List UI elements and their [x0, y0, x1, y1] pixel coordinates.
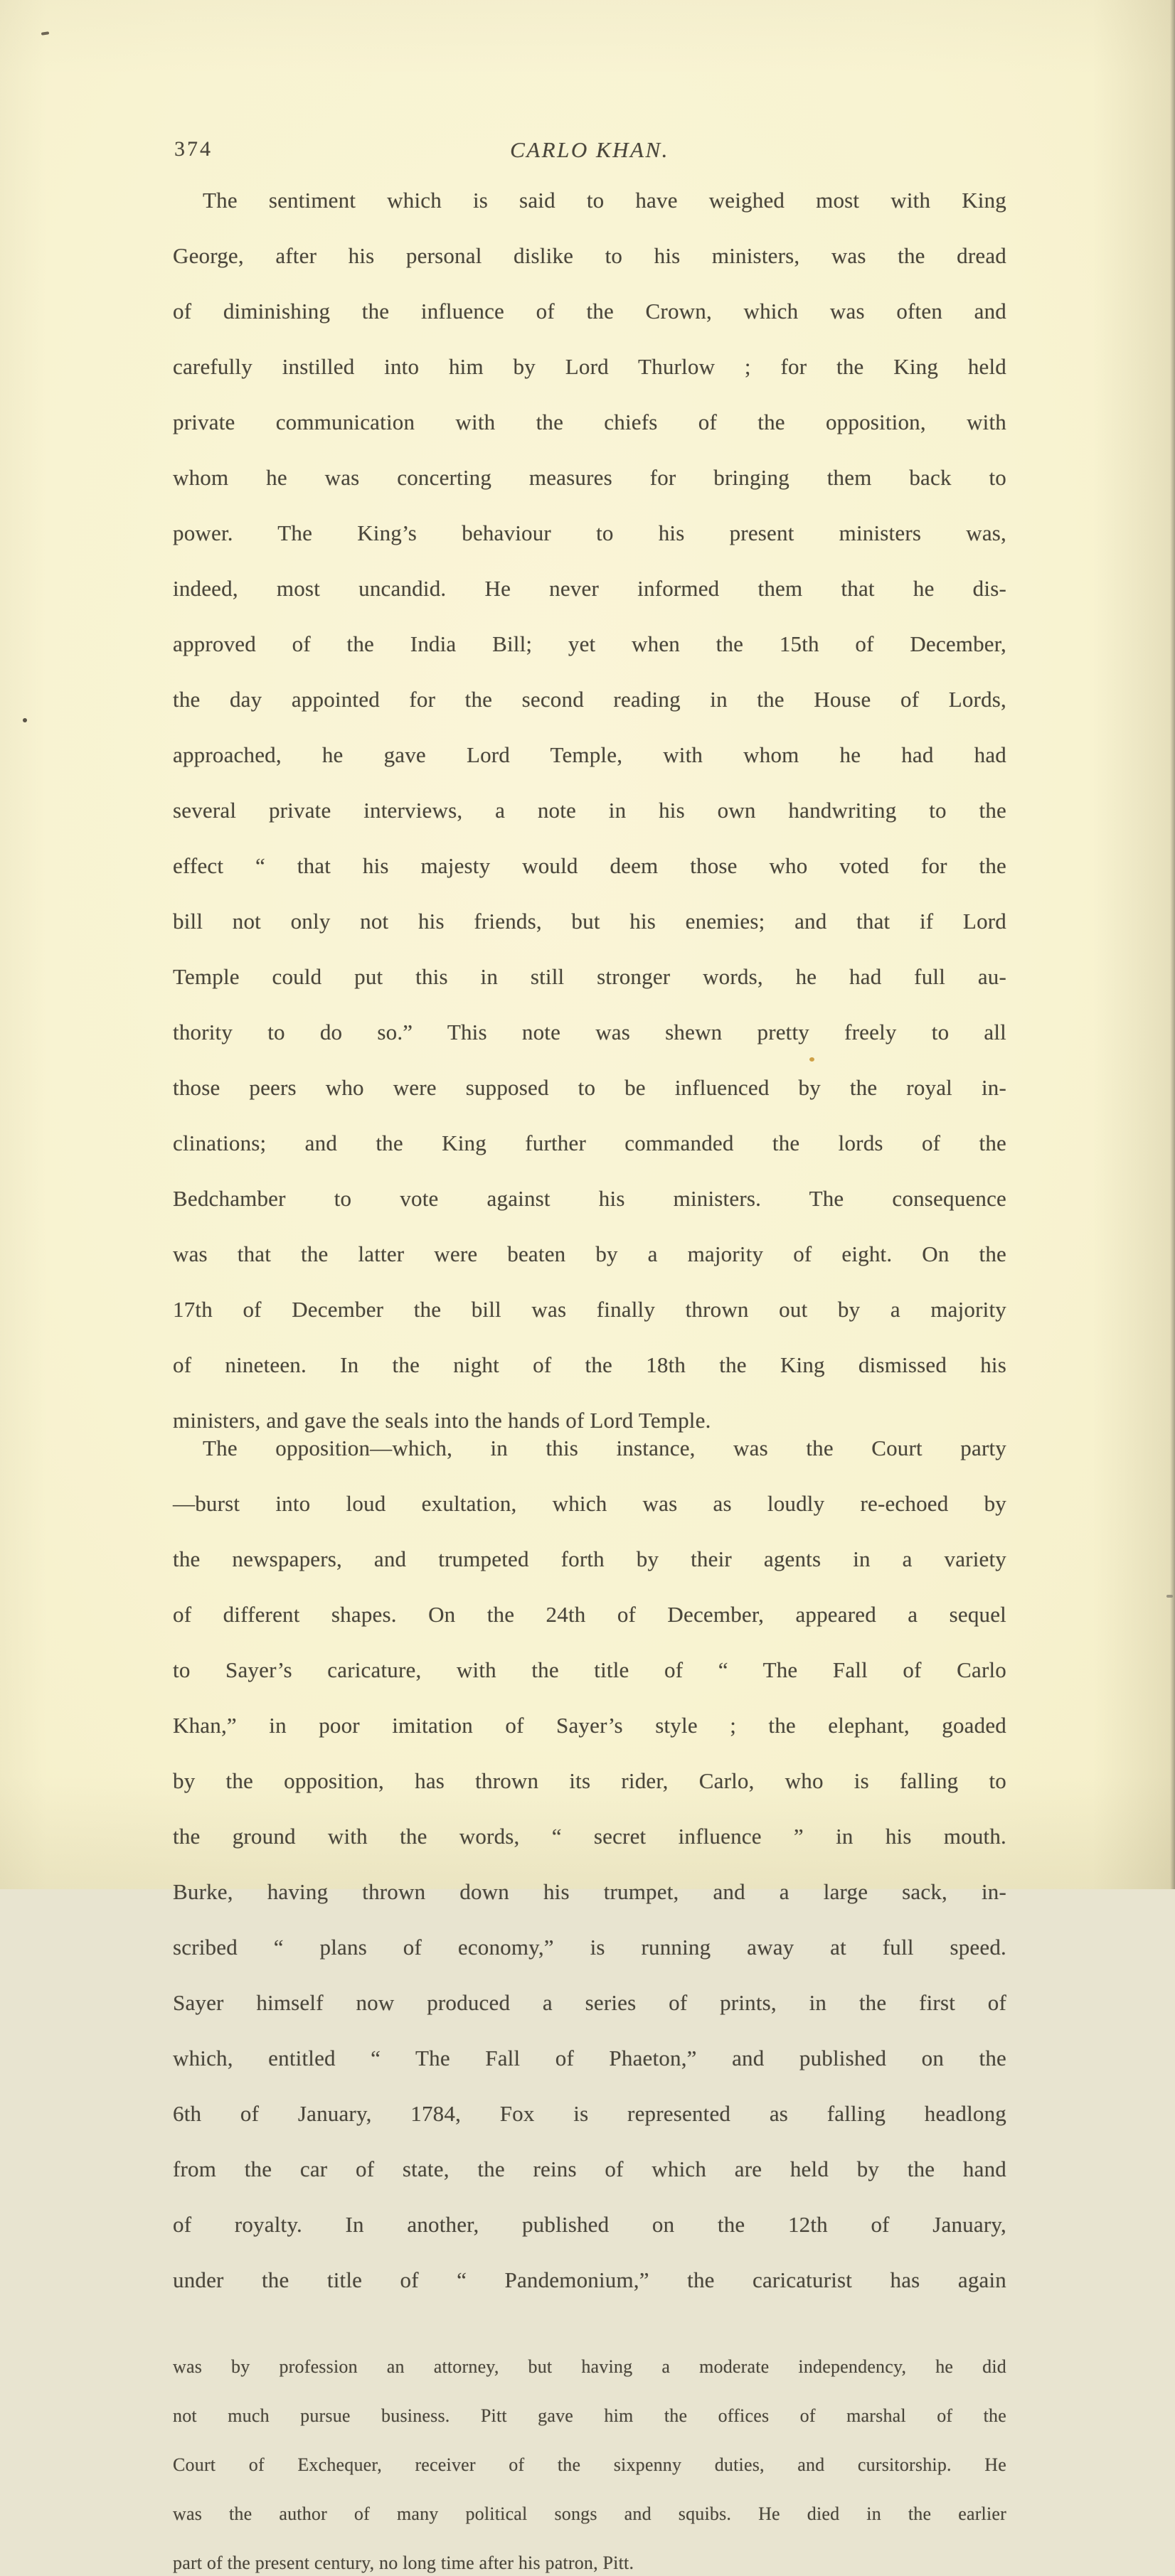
text-line: Temple could put this in still stronger words, he had full au-	[173, 964, 1006, 989]
text-line: not much pursue business. Pitt gave him the offices of marshal of the	[173, 2405, 1006, 2426]
text-line: approached, he gave Lord Temple, with whom he had had	[173, 742, 1006, 767]
paper-speck	[1166, 1595, 1173, 1598]
text-line: was the author of many political songs and squibs. He died in the earlier	[173, 2503, 1006, 2524]
text-line: clinations; and the King further commanded the lords of the	[173, 1131, 1006, 1155]
text-line: several private interviews, a note in his own handwriting to the	[173, 798, 1006, 823]
page-content	[173, 137, 1006, 2576]
text-line: power. The King’s behaviour to his present ministers was,	[173, 520, 1006, 545]
text-line: Court of Exchequer, receiver of the sixpenny duties, and cursitorship. He	[173, 2454, 1006, 2475]
text-line: The sentiment which is said to have weighed most with King	[203, 188, 1006, 213]
text-line: the ground with the words, “ secret influence ” in his mouth.	[173, 1824, 1006, 1849]
text-line: of royalty. In another, published on the 12th of January,	[173, 2212, 1006, 2237]
text-line: thority to do so.” This note was shewn pretty freely to all	[173, 1020, 1006, 1044]
text-line: scribed “ plans of economy,” is running away at full speed.	[173, 1935, 1006, 1960]
text-line: whom he was concerting measures for bringing them back to	[173, 465, 1006, 490]
running-title: CARLO KHAN.	[510, 137, 669, 162]
body-text	[173, 186, 1006, 2321]
text-line: Burke, having thrown down his trumpet, and a large sack, in-	[173, 1879, 1006, 1904]
text-line: the day appointed for the second reading in the House of Lords,	[173, 687, 1006, 712]
paragraph-1	[173, 186, 1006, 1434]
text-line: those peers who were supposed to be influenced by the royal in-	[173, 1075, 1006, 1100]
page-header	[173, 137, 1006, 166]
text-line: The opposition—which, in this instance, was the Court party	[203, 1436, 1006, 1460]
text-line: —burst into loud exultation, which was as loudly re-echoed by	[173, 1491, 1006, 1516]
text-line: Sayer himself now produced a series of prints, in the first of	[173, 1990, 1006, 2015]
text-line: carefully instilled into him by Lord Thurlow ; for the King held	[173, 354, 1006, 379]
page-number: 374	[174, 137, 213, 161]
text-line: Bedchamber to vote against his ministers. The consequence	[173, 1186, 1006, 1211]
paper-speck	[23, 718, 27, 722]
text-line: from the car of state, the reins of which are held by the hand	[173, 2157, 1006, 2181]
text-line: Khan,” in poor imitation of Sayer’s style ; the elephant, goaded	[173, 1713, 1006, 1738]
text-line: by the opposition, has thrown its rider, Carlo, who is falling to	[173, 1768, 1006, 1793]
text-line: ministers, and gave the seals into the hands of Lord Temple.	[173, 1408, 711, 1433]
text-line: to Sayer’s caricature, with the title of “ The Fall of Carlo	[173, 1657, 1006, 1682]
text-line: which, entitled “ The Fall of Phaeton,” and published on the	[173, 2046, 1006, 2070]
text-line: was that the latter were beaten by a majority of eight. On the	[173, 1241, 1006, 1266]
text-line: of nineteen. In the night of the 18th the King dismissed his	[173, 1352, 1006, 1377]
text-line: part of the present century, no long time after his patron, Pitt.	[173, 2553, 634, 2573]
text-line: effect “ that his majesty would deem those who voted for the	[173, 853, 1006, 878]
text-line: indeed, most uncandid. He never informed them that he dis-	[173, 576, 1006, 601]
text-line: private communication with the chiefs of the opposition, with	[173, 410, 1006, 434]
text-line: 17th of December the bill was finally thrown out by a majority	[173, 1297, 1006, 1322]
page-edge-shadow	[1170, 0, 1175, 1889]
text-line: under the title of “ Pandemonium,” the caricaturist has again	[173, 2267, 1006, 2292]
text-line: George, after his personal dislike to his ministers, was the dread	[173, 243, 1006, 268]
text-line: the newspapers, and trumpeted forth by their agents in a variety	[173, 1546, 1006, 1571]
footnote	[173, 2355, 1006, 2576]
text-line: of diminishing the influence of the Crown, which was often and	[173, 299, 1006, 324]
text-line: bill not only not his friends, but his enemies; and that if Lord	[173, 909, 1006, 934]
text-line: was by profession an attorney, but having a moderate independency, he did	[173, 2356, 1006, 2377]
text-line: 6th of January, 1784, Fox is represented as falling headlong	[173, 2101, 1006, 2126]
text-line: of different shapes. On the 24th of December, appeared a sequel	[173, 1602, 1006, 1627]
text-line: approved of the India Bill; yet when the 15th of December,	[173, 631, 1006, 656]
paper-speck	[41, 31, 49, 35]
paragraph-2	[173, 1434, 1006, 2321]
